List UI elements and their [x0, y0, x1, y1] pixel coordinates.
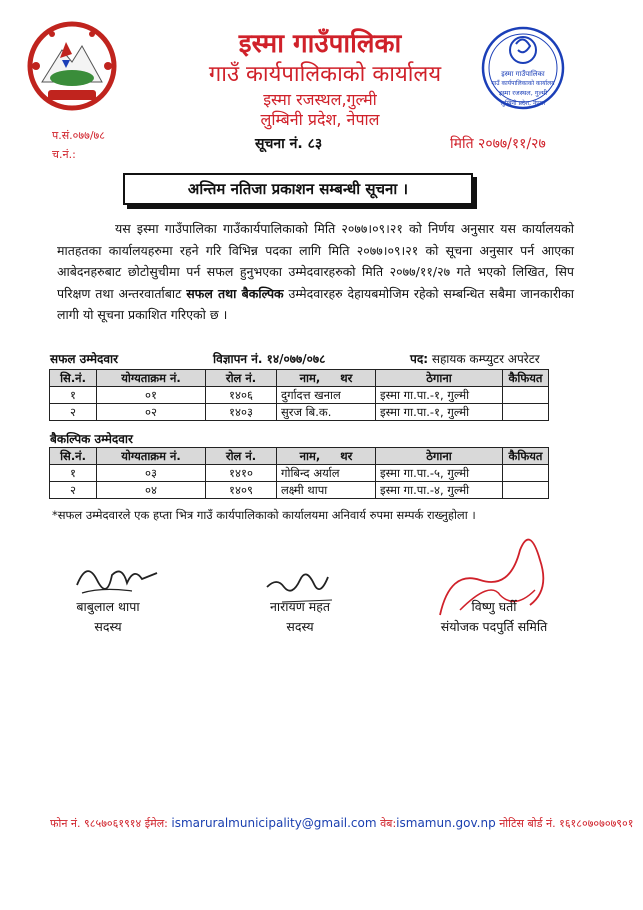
footer-contact — [50, 816, 633, 831]
signature-1-scribble — [72, 555, 162, 604]
svg-text:गाउँ कार्यपालिकाको कार्यालय: गाउँ कार्यपालिकाको कार्यालय — [491, 80, 555, 87]
subject-title: अन्तिम नतिजा प्रकाशन सम्बन्धी सूचना । — [187, 180, 409, 198]
cell-name: दुर्गादत्त खनाल — [277, 387, 376, 404]
address-line-2: लुम्बिनी प्रदेश, नेपाल — [260, 110, 380, 129]
table-header-row — [50, 370, 549, 387]
office-title: गाउँ कार्यपालिकाको कार्यालय — [208, 62, 442, 87]
table-row — [50, 465, 549, 482]
footer-website[interactable]: ismamun.gov.np — [396, 816, 496, 830]
col-name: नाम, थर — [277, 370, 376, 387]
signatory-1-role: सदस्य — [94, 619, 122, 634]
dispatch-number: च.नं.: — [52, 148, 76, 161]
body-text-end: उम्मेदवारहरु देहायबमोजिम रहेको सम्बन्धित सबैमा जानकारीका लागी यो सूचना प्रकाशित गरिएको छ । — [57, 285, 575, 322]
col-name: नाम, थर — [277, 448, 376, 465]
post-label: पद: — [410, 352, 428, 366]
table-row — [50, 404, 549, 421]
cell-sn: १ — [50, 465, 97, 482]
cell-address: इस्मा गा.पा.-५, गुल्मी — [376, 465, 503, 482]
cell-name: लक्ष्मी थापा — [277, 482, 376, 499]
col-sn: सि.नं. — [50, 370, 97, 387]
svg-text:लुम्बिनी प्रदेश, नेपाल: लुम्बिनी प्रदेश, नेपाल — [500, 100, 546, 107]
cell-sn: १ — [50, 387, 97, 404]
svg-text:इस्मा गाउँपालिका: इस्मा गाउँपालिका — [501, 70, 545, 78]
cell-address: इस्मा गा.पा.-४, गुल्मी — [376, 482, 503, 499]
cell-address: इस्मा गा.पा.-१, गुल्मी — [376, 387, 503, 404]
post-value: सहायक कम्प्युटर अपरेटर — [431, 352, 540, 366]
signatory-3-name: विष्णु घर्ती — [471, 599, 517, 614]
cell-merit: ०२ — [97, 404, 206, 421]
cell-remarks — [503, 482, 549, 499]
table-row — [50, 387, 549, 404]
cell-name: गोबिन्द अर्याल — [277, 465, 376, 482]
footer-email-label: ईमेल: — [144, 817, 168, 830]
cell-remarks — [503, 404, 549, 421]
successful-section-heading: सफल उम्मेदवार — [50, 352, 119, 366]
footer-board-label: नोटिस बोर्ड नं. — [499, 817, 556, 830]
cell-merit: ०१ — [97, 387, 206, 404]
col-merit: योग्यताक्रम नं. — [97, 370, 206, 387]
reference-number: प.सं.०७७/७८ — [52, 129, 105, 142]
footer-phone: फोन नं. ९८५७०६१९१४ — [50, 817, 142, 830]
table-row — [50, 482, 549, 499]
alternate-candidates-table — [49, 447, 549, 499]
cell-roll: १४०३ — [206, 404, 277, 421]
col-roll: रोल नं. — [206, 448, 277, 465]
cell-name: सुरज बि.क. — [277, 404, 376, 421]
cell-address: इस्मा गा.पा.-१, गुल्मी — [376, 404, 503, 421]
col-address: ठेगाना — [376, 448, 503, 465]
office-seal-stamp — [478, 20, 568, 118]
col-merit: योग्यताक्रम नं. — [97, 448, 206, 465]
col-sn: सि.नं. — [50, 448, 97, 465]
contact-note: *सफल उम्मेदवारले एक हप्ता भित्र गाउँ कार्यपालिकाको कार्यालयमा अनिवार्य रुपमा सम्पर्क राख्नुहोला । — [52, 508, 476, 522]
col-roll: रोल नं. — [206, 370, 277, 387]
notice-date: मिति २०७७/११/२७ — [450, 136, 546, 152]
col-address: ठेगाना — [376, 370, 503, 387]
signatory-1-name: बाबुलाल थापा — [76, 599, 140, 614]
cell-remarks — [503, 465, 549, 482]
body-bold-text: सफल तथा बैकल्पिक — [186, 285, 284, 301]
ad-number: विज्ञापन नं. १४/०७७/०७८ — [213, 352, 326, 366]
signatory-3-role: संयोजक पदपुर्ति समिति — [440, 619, 548, 634]
address-line-1: इस्मा रजस्थल,गुल्मी — [263, 90, 377, 109]
table-header-row — [50, 448, 549, 465]
nepal-emblem-logo — [22, 20, 122, 112]
subject-box — [123, 173, 473, 205]
cell-remarks — [503, 387, 549, 404]
svg-text:इस्मा रजस्थल, गुल्मी: इस्मा रजस्थल, गुल्मी — [498, 89, 548, 97]
col-remarks: कैफियत — [503, 448, 549, 465]
body-text: यस इस्मा गाउँपालिका गाउँकार्यपालिकाको मिति २०७७।०९।२१ को निर्णय अनुसार यस कार्यालयको मातहतका कार्यालयहरुमा रहने गरि विभिन्न पदका लागि मिति २०७७।०९।२१ को सूचना अनुसार पर्न आएका आबेदनहरुबाट छोटोसुचीमा पर्न सफल हुनुभएका उम्मेदवारहरुको मिति २०७७/११/२७ गते भएको लिखित, सिप परिक्षण तथा अन्तरवार्ताबाट — [57, 221, 574, 301]
footer-web-label: वेब: — [380, 817, 397, 830]
post-info — [410, 350, 540, 367]
cell-sn: २ — [50, 404, 97, 421]
signatory-2-role: सदस्य — [286, 619, 314, 634]
col-remarks: कैफियत — [503, 370, 549, 387]
body-paragraph — [57, 218, 574, 326]
cell-roll: १४०९ — [206, 482, 277, 499]
cell-sn: २ — [50, 482, 97, 499]
alternate-section-heading: बैकल्पिक उम्मेदवार — [50, 432, 133, 446]
cell-merit: ०३ — [97, 465, 206, 482]
footer-board-number: १६१८०७०७०७९०१ — [559, 817, 634, 830]
municipality-title: इस्मा गाउँपालिका — [238, 29, 402, 59]
signature-3-scribble — [420, 520, 570, 634]
footer-email[interactable]: ismaruralmunicipality@gmail.com — [171, 816, 377, 830]
signatory-2-name: नारायण महत — [269, 599, 331, 614]
notice-number: सूचना नं. ८३ — [255, 136, 323, 152]
cell-merit: ०४ — [97, 482, 206, 499]
successful-candidates-table — [49, 369, 549, 421]
cell-roll: १४०६ — [206, 387, 277, 404]
cell-roll: १४१० — [206, 465, 277, 482]
